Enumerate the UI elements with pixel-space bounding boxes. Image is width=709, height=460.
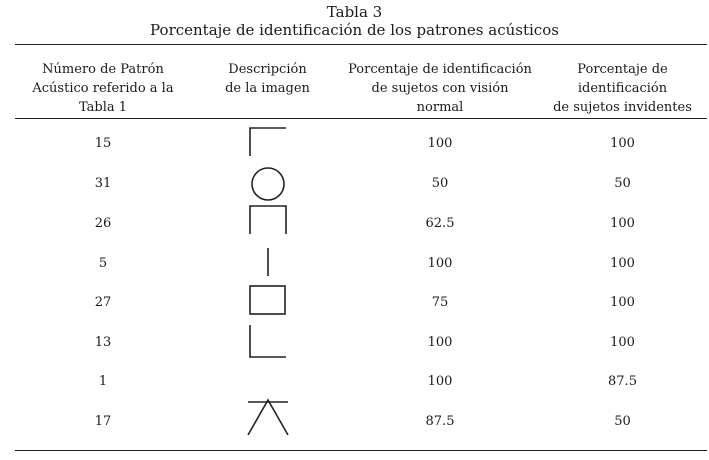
cell-pattern-number: 31 (94, 176, 112, 191)
cell-pattern-number: 17 (94, 414, 112, 429)
header-normal-vision-percent (340, 60, 540, 117)
header-pattern-number (23, 60, 183, 117)
header-line: Porcentaje de (577, 62, 668, 77)
cell-normal-vision-percent: 75 (431, 295, 449, 310)
cell-normal-vision-percent: 50 (431, 176, 449, 191)
cell-pattern-number: 15 (94, 136, 112, 151)
vertical-line-shape (236, 247, 300, 277)
cell-normal-vision-percent: 100 (427, 374, 453, 389)
header-line: normal (416, 100, 464, 115)
header-line: de la imagen (225, 81, 310, 96)
cell-blind-percent: 100 (610, 256, 635, 271)
cell-blind-percent: 100 (610, 136, 635, 151)
cell-blind-percent: 87.5 (608, 374, 637, 389)
cell-normal-vision-percent: 62.5 (425, 216, 455, 231)
header-line: Descripción (228, 62, 307, 77)
header-line: Acústico referido a la (32, 81, 174, 96)
cell-pattern-number: 1 (98, 374, 108, 389)
inverted-v-shape (236, 398, 300, 436)
cell-normal-vision-percent: 100 (427, 136, 453, 151)
cell-pattern-number: 13 (94, 335, 112, 350)
header-blind-percent (540, 60, 705, 117)
top-rule (15, 44, 707, 45)
cell-blind-percent: 100 (610, 216, 635, 231)
header-line: de sujetos invidentes (553, 100, 692, 115)
circle-shape (236, 167, 300, 201)
bottom-left-corner-shape (236, 324, 300, 358)
cell-blind-percent: 100 (610, 295, 635, 310)
cell-blind-percent: 100 (610, 335, 635, 350)
horizontal-line-shape (236, 389, 300, 393)
top-left-corner-shape (236, 127, 300, 157)
bottom-rule (15, 450, 707, 451)
cell-pattern-number: 26 (94, 216, 112, 231)
table-title: Tabla 3 (326, 3, 383, 21)
header-line: Porcentaje de identificación (348, 62, 532, 77)
cell-pattern-number: 27 (94, 295, 112, 310)
square-shape (236, 285, 300, 315)
header-line: Número de Patrón (42, 62, 164, 77)
header-line: Tabla 1 (78, 100, 128, 115)
cell-blind-percent: 50 (614, 414, 631, 429)
header-image-description (200, 60, 335, 98)
cell-normal-vision-percent: 87.5 (425, 414, 455, 429)
cell-normal-vision-percent: 100 (427, 335, 453, 350)
cell-normal-vision-percent: 100 (427, 256, 453, 271)
open-bottom-rectangle-shape (236, 205, 300, 235)
header-line: de sujetos con visión (371, 81, 509, 96)
header-rule (15, 118, 707, 119)
header-line: identificación (577, 81, 668, 96)
table-subtitle: Porcentaje de identificación de los patrones acústicos (150, 21, 559, 39)
cell-blind-percent: 50 (614, 176, 631, 191)
cell-pattern-number: 5 (98, 256, 108, 271)
